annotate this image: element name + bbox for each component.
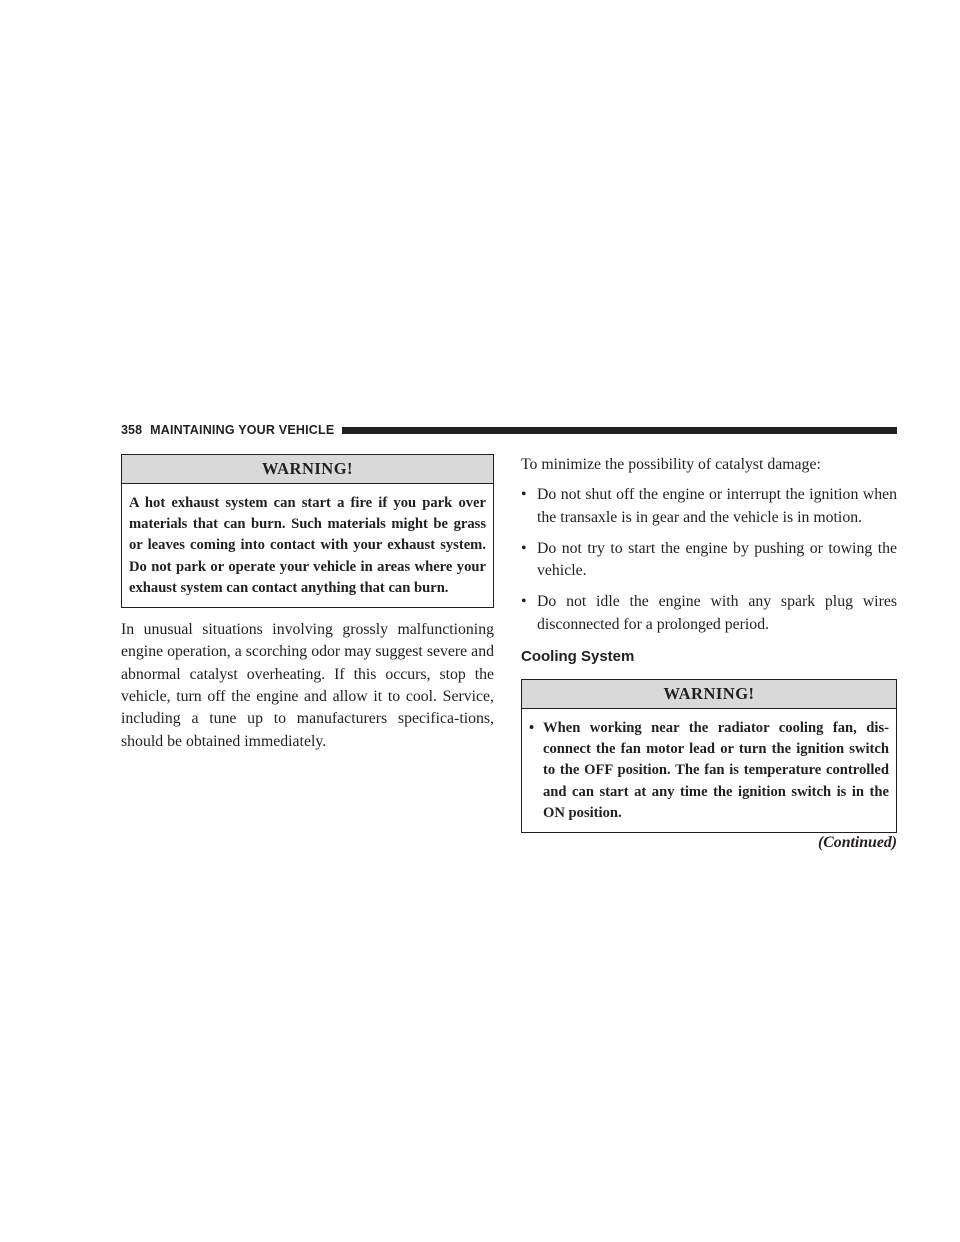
- section-title: MAINTAINING YOUR VEHICLE: [150, 423, 335, 437]
- warning-bullet-text: When working near the radiator cooling fan, dis-connect the fan motor lead or turn the ignition switch to the OFF position. The fan is temperature controlled and can start at any time the ignition switch is in the ON position.: [543, 720, 889, 821]
- bullet-icon: •: [521, 593, 527, 611]
- catalyst-bullet-list: [521, 484, 897, 636]
- bullet-icon: •: [529, 720, 535, 737]
- list-item-text: Do not try to start the engine by pushing or towing the vehicle.: [537, 539, 897, 580]
- cooling-warning-box: [521, 679, 897, 833]
- catalyst-overheat-paragraph: In unusual situations involving grossly malfunctioning engine operation, a scorching odor may suggest severe and abnormal catalyst overheating. If this occurs, stop the vehicle, turn off the engine and allow it to cool. Service, including a tune up to manufacturers specifica-tions, should be obtained immediately.: [121, 621, 494, 750]
- list-item: [521, 591, 897, 636]
- left-column: [121, 454, 494, 753]
- list-item-text: Do not shut off the engine or interrupt the ignition when the transaxle is in gear and the vehicle is in motion.: [537, 486, 897, 526]
- header-rule: [342, 427, 897, 434]
- warning-bullet: [529, 718, 889, 824]
- right-column: [521, 454, 897, 852]
- list-item-text: Do not idle the engine with any spark plug wires disconnected for a prolonged period.: [537, 593, 897, 633]
- warning-body: [522, 709, 896, 832]
- cooling-system-heading: Cooling System: [521, 648, 635, 666]
- list-item: [521, 484, 897, 529]
- catalyst-intro: To minimize the possibility of catalyst damage:: [521, 456, 821, 473]
- warning-text: A hot exhaust system can start a fire if you park over materials that can burn. Such materials might be grass or leaves coming into contact with your exhaust system. Do not park or operate your vehicle in areas where your exhaust system can contact anything that can burn.: [129, 495, 486, 596]
- bullet-icon: •: [521, 539, 527, 557]
- page-header: [121, 421, 897, 439]
- exhaust-warning-box: [121, 454, 494, 608]
- bullet-icon: •: [521, 486, 527, 504]
- warning-title: WARNING!: [522, 680, 896, 709]
- warning-title: WARNING!: [122, 455, 493, 484]
- list-item: [521, 538, 897, 583]
- continued-label: (Continued): [818, 834, 897, 852]
- page-number: 358: [121, 423, 143, 437]
